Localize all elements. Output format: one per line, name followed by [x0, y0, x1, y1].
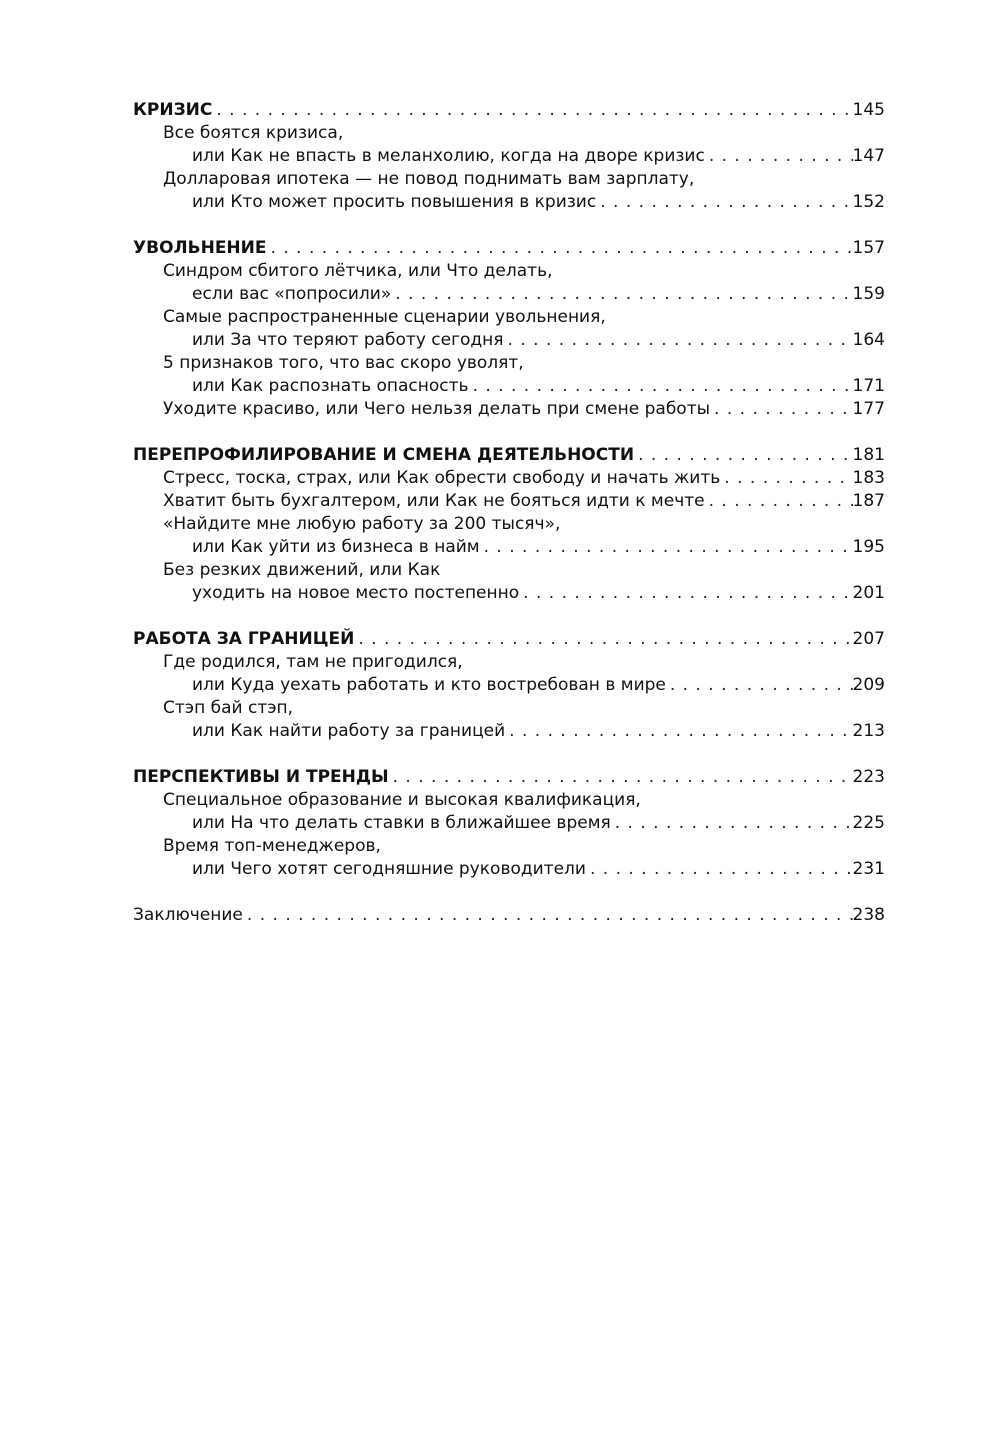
toc-entry-line-text: Стресс, тоска, страх, или Как обрести свободу и начать жить [163, 468, 721, 488]
toc-section [133, 444, 885, 605]
toc-entry-line [133, 559, 885, 582]
dot-leader [710, 398, 853, 421]
toc-entry-line [133, 260, 885, 283]
toc-entry-line-text: 5 признаков того, что вас скоро уволят, [163, 353, 524, 373]
toc-entry-line-text: или Чего хотят сегодняшние руководители [192, 859, 586, 879]
toc-entry-line-text: «Найдите мне любую работу за 200 тысяч», [163, 514, 561, 534]
page-number: 157 [852, 238, 885, 258]
dot-leader [720, 467, 852, 490]
toc-entry-line [133, 168, 885, 191]
section-heading [133, 237, 885, 260]
toc-entry-line [133, 145, 885, 168]
toc-entry-line [133, 812, 885, 835]
toc-entry-line [133, 858, 885, 881]
toc-entry-line [133, 122, 885, 145]
dot-leader [666, 674, 853, 697]
page-number: 147 [852, 146, 885, 166]
section-heading [133, 628, 885, 651]
toc-entry-line-text: или Куда уехать работать и кто востребован в мире [192, 675, 666, 695]
toc-entry-line [133, 283, 885, 306]
page-number: 177 [852, 399, 885, 419]
page-number: 195 [852, 537, 885, 557]
dot-leader [705, 490, 853, 513]
toc-entry-line-text: Все боятся кризиса, [163, 123, 344, 143]
section-heading-text: УВОЛЬНЕНИЕ [133, 238, 267, 258]
toc-entry-line [133, 697, 885, 720]
toc-entry-line-text: Долларовая ипотека — не повод поднимать вам зарплату, [163, 169, 695, 189]
dot-leader [389, 766, 853, 789]
page-number: 231 [852, 859, 885, 879]
section-heading [133, 444, 885, 467]
dot-leader [354, 628, 852, 651]
toc-section [133, 628, 885, 743]
toc-entry-line [133, 191, 885, 214]
section-heading [133, 99, 885, 122]
toc-entry-line [133, 306, 885, 329]
dot-leader [505, 720, 852, 743]
page-number: 223 [852, 767, 885, 787]
toc-entry-line-text: Синдром сбитого лётчика, или Что делать, [163, 261, 553, 281]
toc-entry-line-text: или На что делать ставки в ближайшее время [192, 813, 611, 833]
toc-entry-line-text: уходить на новое место постепенно [192, 583, 520, 603]
toc-entry-line-text: если вас «попросили» [192, 284, 392, 304]
toc-entry-line [133, 490, 885, 513]
conclusion-line-text: Заключение [133, 905, 243, 925]
toc-entry-line [133, 720, 885, 743]
dot-leader [519, 582, 852, 605]
toc-entry-line-text: или За что теряют работу сегодня [192, 330, 504, 350]
page-number: 145 [852, 100, 885, 120]
section-heading-text: КРИЗИС [133, 100, 213, 120]
toc-entry-line-text: или Как распознать опасность [192, 376, 469, 396]
toc-entry-line-text: Специальное образование и высокая квалификация, [163, 790, 641, 810]
dot-leader [596, 191, 852, 214]
toc-entry-line [133, 329, 885, 352]
toc-entry-line [133, 582, 885, 605]
toc-entry-line [133, 398, 885, 421]
toc-entry-line-text: или Кто может просить повышения в кризис [192, 192, 597, 212]
toc-entry-line-text: Время топ-менеджеров, [163, 836, 381, 856]
page-number: 159 [852, 284, 885, 304]
toc-section [133, 766, 885, 881]
table-of-contents [133, 99, 885, 950]
page-number: 207 [852, 629, 885, 649]
page-number: 238 [852, 905, 885, 925]
dot-leader [243, 904, 853, 927]
section-heading [133, 766, 885, 789]
dot-leader [705, 145, 853, 168]
conclusion-line [133, 904, 885, 927]
toc-entry-line [133, 467, 885, 490]
toc-entry-line [133, 375, 885, 398]
page-number: 171 [852, 376, 885, 396]
toc-entry-line-text: или Как уйти из бизнеса в найм [192, 537, 480, 557]
toc-entry-line [133, 536, 885, 559]
toc-entry-line [133, 651, 885, 674]
toc-entry-line-text: или Как не впасть в меланхолию, когда на дворе кризис [192, 146, 705, 166]
toc-section [133, 99, 885, 214]
page-number: 187 [852, 491, 885, 511]
dot-leader [634, 444, 852, 467]
dot-leader [469, 375, 853, 398]
toc-entry-line [133, 513, 885, 536]
toc-entry-line [133, 789, 885, 812]
dot-leader [212, 99, 852, 122]
toc-entry-line-text: Без резких движений, или Как [163, 560, 441, 580]
dot-leader [391, 283, 852, 306]
toc-entry-line-text: Самые распространенные сценарии увольнения, [163, 307, 606, 327]
page-number: 209 [852, 675, 885, 695]
page-number: 213 [852, 721, 885, 741]
toc-entry-line-text: Стэп бай стэп, [163, 698, 294, 718]
dot-leader [586, 858, 853, 881]
toc-entry-line [133, 835, 885, 858]
dot-leader [267, 237, 853, 260]
toc-section [133, 237, 885, 421]
page-number: 201 [852, 583, 885, 603]
page-number: 183 [852, 468, 885, 488]
toc-entry-line-text: Где родился, там не пригодился, [163, 652, 463, 672]
section-heading-text: РАБОТА ЗА ГРАНИЦЕЙ [133, 629, 355, 649]
toc-entry-line-text: Хватит быть бухгалтером, или Как не бояться идти к мечте [163, 491, 705, 511]
section-heading-text: ПЕРЕПРОФИЛИРОВАНИЕ И СМЕНА ДЕЯТЕЛЬНОСТИ [133, 445, 635, 465]
toc-entry-line-text: Уходите красиво, или Чего нельзя делать при смене работы [163, 399, 711, 419]
toc-entry-line [133, 352, 885, 375]
page-number: 164 [852, 330, 885, 350]
page-number: 152 [852, 192, 885, 212]
toc-entry-line-text: или Как найти работу за границей [192, 721, 506, 741]
toc-entry-line [133, 674, 885, 697]
page-number: 225 [852, 813, 885, 833]
toc-conclusion [133, 904, 885, 927]
page-number: 181 [852, 445, 885, 465]
section-heading-text: ПЕРСПЕКТИВЫ И ТРЕНДЫ [133, 767, 389, 787]
dot-leader [611, 812, 853, 835]
dot-leader [504, 329, 853, 352]
dot-leader [480, 536, 853, 559]
